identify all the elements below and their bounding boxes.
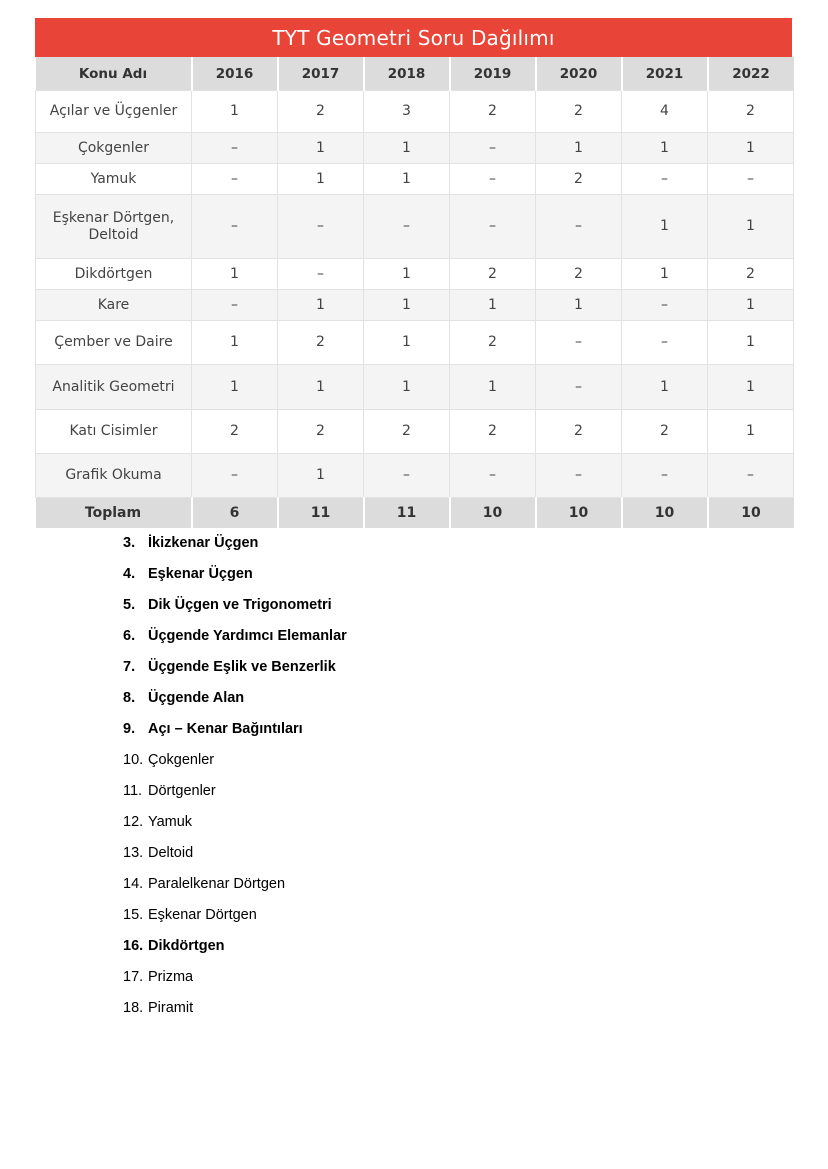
value-cell: – <box>450 164 536 195</box>
list-item-number: 6. <box>123 628 136 644</box>
value-cell: – <box>622 321 708 365</box>
value-cell: 1 <box>708 410 794 454</box>
header-row <box>36 57 794 91</box>
value-cell: 1 <box>708 321 794 365</box>
value-cell: – <box>450 133 536 164</box>
topic-list <box>123 533 347 1029</box>
value-cell: 2 <box>450 410 536 454</box>
list-item-text: Üçgende Yardımcı Elemanlar <box>148 628 347 644</box>
column-header: 2018 <box>364 57 450 91</box>
list-item-number: 18. <box>123 1000 144 1016</box>
list-item-text: Piramit <box>148 1000 194 1016</box>
value-cell: 1 <box>278 164 364 195</box>
total-value: 10 <box>536 498 622 529</box>
value-cell: – <box>278 195 364 259</box>
value-cell: 2 <box>192 410 278 454</box>
topic-cell: Çember ve Daire <box>36 321 192 365</box>
value-cell: 1 <box>192 365 278 410</box>
value-cell: 1 <box>364 164 450 195</box>
value-cell: 1 <box>278 365 364 410</box>
value-cell: 1 <box>536 290 622 321</box>
value-cell: 2 <box>278 91 364 133</box>
value-cell: 1 <box>622 195 708 259</box>
value-cell: 2 <box>536 164 622 195</box>
column-header: 2020 <box>536 57 622 91</box>
topic-cell: Kare <box>36 290 192 321</box>
topic-cell: Analitik Geometri <box>36 365 192 410</box>
topic-cell: Açılar ve Üçgenler <box>36 91 192 133</box>
list-item <box>123 750 347 781</box>
value-cell: 1 <box>364 133 450 164</box>
value-cell: – <box>192 164 278 195</box>
value-cell: 1 <box>364 290 450 321</box>
list-item-number: 4. <box>123 566 136 582</box>
value-cell: 1 <box>364 365 450 410</box>
list-item <box>123 843 347 874</box>
list-item-text: Üçgende Eşlik ve Benzerlik <box>148 659 336 675</box>
list-item-text: Dörtgenler <box>148 783 216 799</box>
list-item <box>123 936 347 967</box>
value-cell: 2 <box>450 321 536 365</box>
list-item-text: Dikdörtgen <box>148 938 225 954</box>
list-item <box>123 657 347 688</box>
column-header: 2017 <box>278 57 364 91</box>
table-row <box>36 133 794 164</box>
list-item-text: Eşkenar Dörtgen <box>148 907 257 923</box>
value-cell: 1 <box>622 365 708 410</box>
list-item-number: 9. <box>123 721 136 737</box>
value-cell: – <box>536 195 622 259</box>
list-item-text: Üçgende Alan <box>148 690 245 706</box>
value-cell: 2 <box>622 410 708 454</box>
value-cell: 2 <box>536 91 622 133</box>
table-row <box>36 321 794 365</box>
list-item-text: Eşkenar Üçgen <box>148 566 253 582</box>
list-item-number: 11. <box>123 783 143 799</box>
total-value: 11 <box>278 498 364 529</box>
value-cell: 1 <box>192 321 278 365</box>
value-cell: 1 <box>708 365 794 410</box>
list-item-number: 10. <box>123 752 144 768</box>
column-header: 2021 <box>622 57 708 91</box>
value-cell: 1 <box>450 365 536 410</box>
table-row <box>36 410 794 454</box>
total-value: 6 <box>192 498 278 529</box>
value-cell: 1 <box>536 133 622 164</box>
value-cell: 2 <box>536 410 622 454</box>
list-item-number: 17. <box>123 969 144 985</box>
value-cell: 1 <box>364 259 450 290</box>
value-cell: 2 <box>278 321 364 365</box>
value-cell: – <box>192 290 278 321</box>
value-cell: 2 <box>450 259 536 290</box>
table-row <box>36 290 794 321</box>
list-item-number: 5. <box>123 597 136 613</box>
topic-cell: Katı Cisimler <box>36 410 192 454</box>
value-cell: 1 <box>450 290 536 321</box>
value-cell: 3 <box>364 91 450 133</box>
list-item-text: İkizkenar Üçgen <box>148 535 259 551</box>
value-cell: 1 <box>622 133 708 164</box>
value-cell: – <box>450 454 536 498</box>
table-row <box>36 454 794 498</box>
value-cell: 1 <box>708 133 794 164</box>
value-cell: – <box>450 195 536 259</box>
list-item-number: 14. <box>123 876 144 892</box>
value-cell: – <box>622 164 708 195</box>
value-cell: – <box>536 365 622 410</box>
total-value: 10 <box>708 498 794 529</box>
total-label: Toplam <box>36 498 192 529</box>
value-cell: – <box>192 454 278 498</box>
distribution-table <box>35 18 792 528</box>
column-header: Konu Adı <box>36 57 192 91</box>
list-item <box>123 688 347 719</box>
topic-cell: Yamuk <box>36 164 192 195</box>
list-item-number: 7. <box>123 659 136 675</box>
list-item-text: Açı – Kenar Bağıntıları <box>148 721 303 737</box>
value-cell: 1 <box>364 321 450 365</box>
list-item <box>123 874 347 905</box>
value-cell: 2 <box>708 91 794 133</box>
column-header: 2022 <box>708 57 794 91</box>
list-item <box>123 998 347 1029</box>
value-cell: 2 <box>364 410 450 454</box>
table-row <box>36 365 794 410</box>
list-item-number: 3. <box>123 535 136 551</box>
value-cell: – <box>192 195 278 259</box>
column-header: 2016 <box>192 57 278 91</box>
list-item-text: Çokgenler <box>148 752 215 768</box>
list-item <box>123 781 347 812</box>
value-cell: 1 <box>192 91 278 133</box>
table-title: TYT Geometri Soru Dağılımı <box>35 18 792 57</box>
total-row <box>36 498 794 529</box>
value-cell: – <box>364 195 450 259</box>
topic-cell: Grafik Okuma <box>36 454 192 498</box>
list-item <box>123 626 347 657</box>
value-cell: – <box>192 133 278 164</box>
table-row <box>36 91 794 133</box>
list-item <box>123 564 347 595</box>
topic-cell: Dikdörtgen <box>36 259 192 290</box>
list-item <box>123 595 347 626</box>
value-cell: 2 <box>536 259 622 290</box>
value-cell: – <box>622 290 708 321</box>
list-item <box>123 533 347 564</box>
table-row <box>36 259 794 290</box>
value-cell: 2 <box>450 91 536 133</box>
list-item-number: 15. <box>123 907 144 923</box>
value-cell: 1 <box>708 195 794 259</box>
list-item-text: Dik Üçgen ve Trigonometri <box>148 597 332 613</box>
list-item <box>123 812 347 843</box>
value-cell: – <box>536 321 622 365</box>
list-item <box>123 905 347 936</box>
value-cell: 1 <box>192 259 278 290</box>
value-cell: 1 <box>278 454 364 498</box>
data-table <box>35 57 794 528</box>
list-item-text: Paralelkenar Dörtgen <box>148 876 286 892</box>
topic-cell: Çokgenler <box>36 133 192 164</box>
value-cell: – <box>364 454 450 498</box>
total-value: 10 <box>450 498 536 529</box>
value-cell: – <box>708 164 794 195</box>
list-item-number: 12. <box>123 814 144 830</box>
value-cell: 1 <box>622 259 708 290</box>
list-item-text: Yamuk <box>148 814 193 830</box>
value-cell: 1 <box>708 290 794 321</box>
value-cell: – <box>536 454 622 498</box>
list-item-number: 16. <box>123 938 144 954</box>
value-cell: 2 <box>708 259 794 290</box>
value-cell: 1 <box>278 290 364 321</box>
value-cell: 1 <box>278 133 364 164</box>
value-cell: – <box>622 454 708 498</box>
list-item-number: 13. <box>123 845 144 861</box>
column-header: 2019 <box>450 57 536 91</box>
total-value: 11 <box>364 498 450 529</box>
list-item <box>123 719 347 750</box>
topic-cell: Eşkenar Dörtgen, Deltoid <box>36 195 192 259</box>
value-cell: – <box>708 454 794 498</box>
value-cell: 2 <box>278 410 364 454</box>
total-value: 10 <box>622 498 708 529</box>
table-row <box>36 195 794 259</box>
value-cell: – <box>278 259 364 290</box>
list-item-number: 8. <box>123 690 136 706</box>
value-cell: 4 <box>622 91 708 133</box>
table-row <box>36 164 794 195</box>
list-item <box>123 967 347 998</box>
list-item-text: Deltoid <box>148 845 194 861</box>
list-item-text: Prizma <box>148 969 194 985</box>
